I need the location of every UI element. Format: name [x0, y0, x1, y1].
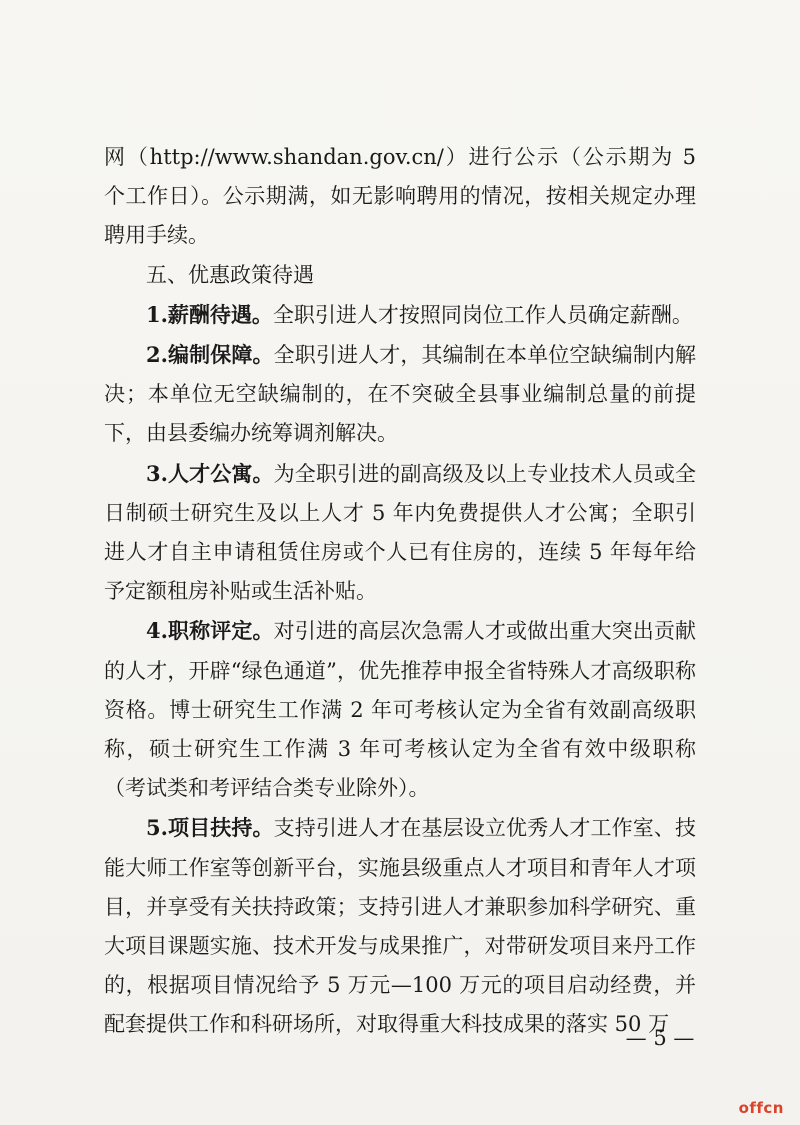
policy-item-apartment — [104, 454, 696, 612]
policy-item-body: 为全职引进的副高级及以上专业技术人员或全日制硕士研究生及以上人才 5 年内免费提供人才公寓；全职引进人才自主申请租赁住房或个人已有住房的，连续 5 年每年给予定额租房补贴或生活补贴。 — [104, 461, 696, 604]
continuation-paragraph: 网（http://www.shandan.gov.cn/）进行公示（公示期为 5 个工作日）。公示期满，如无影响聘用的情况，按相关规定办理聘用手续。 — [104, 145, 696, 248]
page-number: — 5 — — [625, 1026, 695, 1050]
policy-item-body: 对引进的高层次急需人才或做出重大突出贡献的人才，开辟“绿色通道”，优先推荐申报全省特殊人才高级职称资格。博士研究生工作满 2 年可考核认定为全省有效副高级职称，硕士研究生工作满 3 年可考核认定为全省有效中级职称（考试类和考评结合类专业除外）。 — [104, 619, 696, 801]
policy-item-body: 全职引进人才，其编制在本单位空缺编制内解决；本单位无空缺编制的，在不突破全县事业编制总量的前提下，由县委编办统筹调剂解决。 — [104, 343, 696, 446]
policy-item-title-evaluation — [104, 611, 696, 808]
policy-item-salary — [104, 295, 696, 335]
policy-item-project-support — [104, 808, 696, 1044]
policy-item-title: 5.项目扶持。 — [146, 815, 274, 841]
policy-item-title: 1.薪酬待遇。 — [146, 301, 273, 327]
policy-item-title: 2.编制保障。 — [146, 342, 274, 368]
watermark-logo: offcn — [738, 1099, 784, 1117]
document-body — [104, 138, 696, 1045]
policy-item-body: 支持引进人才在基层设立优秀人才工作室、技能大师工作室等创新平台，实施县级重点人才项目和青年人才项目，并享受有关扶持政策；支持引进人才兼职参加科学研究、重大项目课题实施、技术开发与成果推广，对带研发项目来丹工作的，根据项目情况给予 5 万元—100 万元的项目启动经费，并配套提供工作和科研场所，对取得重大科技成果的落实 50 万 — [104, 816, 696, 1037]
policy-item-body: 全职引进人才按照同岗位工作人员确定薪酬。 — [272, 302, 693, 327]
policy-item-title: 3.人才公寓。 — [146, 460, 274, 486]
policy-item-title: 4.职称评定。 — [146, 618, 274, 644]
policy-item-staffing — [104, 335, 696, 454]
section-heading: 五、优惠政策待遇 — [146, 262, 314, 287]
